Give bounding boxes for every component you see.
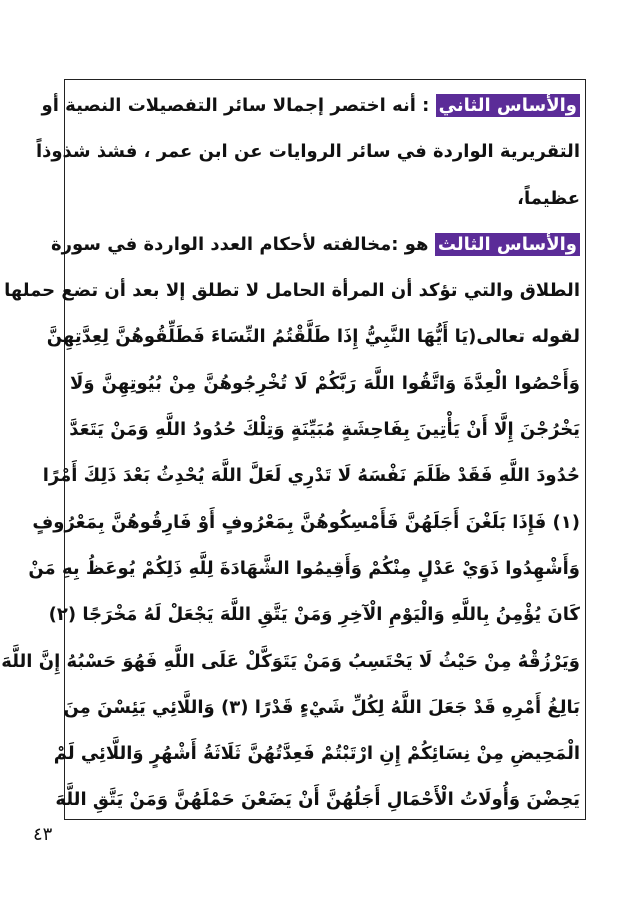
quran-verse-line: وَأَحْصُوا الْعِدَّةَ وَاتَّقُوا اللَّهَ رَبَّكُمْ لَا تُخْرِجُوهُنَّ مِنْ بُيُوتِهِنَّ وَلَا	[70, 372, 580, 394]
highlight-heading-third-basis: والأساس الثالث	[435, 233, 580, 256]
quran-verse-line: لقوله تعالى(يَا أَيُّهَا النَّبِيُّ إِذَا طَلَّقْتُمُ النِّسَاءَ فَطَلِّقُوهُنَّ لِعِدَّتِهِنَّ	[46, 326, 580, 348]
paragraph-1-line-2: التقريرية الواردة في سائر الروايات عن ابن عمر ، فشذ شذوذاً	[35, 141, 580, 163]
paragraph-1-line-1	[41, 83, 580, 129]
document-body	[1, 83, 580, 824]
paragraph-1-line-3: عظيماً،	[517, 187, 580, 209]
paragraph-2-text: هو :مخالفته لأحكام العدد الواردة في سورة	[51, 233, 429, 255]
quran-verse-line: الْمَحِيضِ مِنْ نِسَائِكُمْ إِنِ ارْتَبْتُمْ فَعِدَّتُهُنَّ ثَلَاثَةُ أَشْهُرٍ وَاللَّائِي لَمْ	[53, 743, 580, 765]
quran-verse-line: بَالِغُ أَمْرِهِ قَدْ جَعَلَ اللَّهُ لِكُلِّ شَيْءٍ قَدْرًا (٣) وَاللَّائِي يَئِسْنَ مِنَ	[63, 696, 580, 718]
quran-verse-line: كَانَ يُؤْمِنُ بِاللَّهِ وَالْيَوْمِ الْآخِرِ وَمَنْ يَتَّقِ اللَّهَ يَجْعَلْ لَهُ مَخْرَجًا (٢)	[48, 604, 580, 626]
quran-verse-line: (١) فَإِذَا بَلَغْنَ أَجَلَهُنَّ فَأَمْسِكُوهُنَّ بِمَعْرُوفٍ أَوْ فَارِقُوهُنَّ بِمَعْرُوفٍ	[32, 511, 580, 533]
quran-verse-line: حُدُودَ اللَّهِ فَقَدْ ظَلَمَ نَفْسَهُ لَا تَدْرِي لَعَلَّ اللَّهَ يُحْدِثُ بَعْدَ ذَلِكَ أَمْرًا	[42, 465, 580, 487]
quran-verse-line: يَخْرُجْنَ إِلَّا أَنْ يَأْتِينَ بِفَاحِشَةٍ مُبَيِّنَةٍ وَتِلْكَ حُدُودُ اللَّهِ وَمَنْ يَتَعَدَّ	[69, 419, 580, 441]
paragraph-2-line: الطلاق والتي تؤكد أن المرأة الحامل لا تطلق إلا بعد أن تضع حملها	[4, 280, 580, 302]
paragraph-2-line-1	[51, 222, 580, 268]
quran-verse-line: وَيَرْزُقْهُ مِنْ حَيْثُ لَا يَحْتَسِبُ وَمَنْ يَتَوَكَّلْ عَلَى اللَّهِ فَهُوَ حَسْبُهُ إِنَّ اللَّهَ	[1, 650, 580, 672]
page-number: ٤٣	[33, 824, 53, 845]
quran-verse-line: وَأَشْهِدُوا ذَوَيْ عَدْلٍ مِنْكُمْ وَأَقِيمُوا الشَّهَادَةَ لِلَّهِ ذَلِكُمْ يُوعَظُ بِهِ مَنْ	[28, 557, 580, 579]
quran-verse-line: يَحِضْنَ وَأُولَاتُ الْأَحْمَالِ أَجَلُهُنَّ أَنْ يَضَعْنَ حَمْلَهُنَّ وَمَنْ يَتَّقِ اللَّهَ	[55, 789, 580, 811]
paragraph-1-text: : أنه اختصر إجمالا سائر التفصيلات النصية أو	[41, 95, 430, 116]
highlight-heading-second-basis: والأساس الثاني	[436, 94, 580, 117]
